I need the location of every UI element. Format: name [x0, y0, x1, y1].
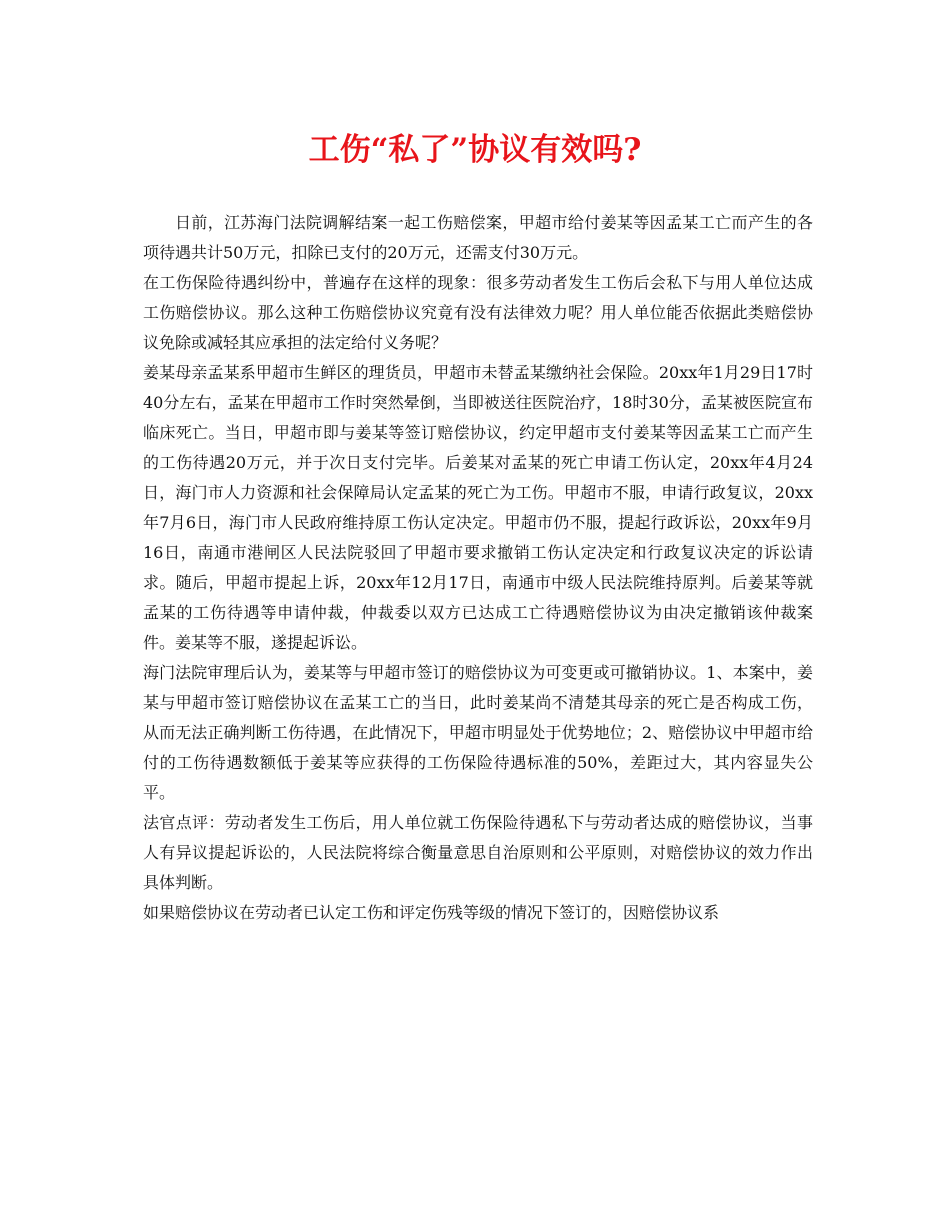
document-body: [143, 208, 813, 928]
paragraph: 日前，江苏海门法院调解结案一起工伤赔偿案，甲超市给付姜某等因孟某工亡而产生的各项待遇共计50万元，扣除已支付的20万元，还需支付30万元。: [143, 213, 813, 262]
paragraph: 在工伤保险待遇纠纷中，普遍存在这样的现象：很多劳动者发生工伤后会私下与用人单位达成工伤赔偿协议。那么这种工伤赔偿协议究竟有没有法律效力呢？用人单位能否依据此类赔偿协议免除或减轻其应承担的法定给付义务呢？: [143, 273, 813, 352]
document-title: 工伤“私了”协议有效吗?: [308, 132, 642, 168]
paragraph: 海门法院审理后认为，姜某等与甲超市签订的赔偿协议为可变更或可撤销协议。1、本案中，姜某与甲超市签订赔偿协议在孟某工亡的当日，此时姜某尚不清楚其母亲的死亡是否构成工伤，从而无法正确判断工伤待遇，在此情况下，甲超市明显处于优势地位；2、赔偿协议中甲超市给付的工伤待遇数额低于姜某等应获得的工伤保险待遇标准的50%，差距过大，其内容显失公平。: [143, 663, 813, 802]
paragraph: 如果赔偿协议在劳动者已认定工伤和评定伤残等级的情况下签订的，因赔偿协议系: [143, 903, 720, 922]
paragraph: 姜某母亲孟某系甲超市生鲜区的理货员，甲超市未替孟某缴纳社会保险。20xx年1月29日17时40分左右，孟某在甲超市工作时突然晕倒，当即被送往医院治疗，18时30分，孟某被医院宣布临床死亡。当日，甲超市即与姜某等签订赔偿协议，约定甲超市支付姜某等因孟某工亡而产生的工伤待遇20万元，并于次日支付完毕。后姜某对孟某的死亡申请工伤认定，20xx年4月24日，海门市人力资源和社会保障局认定孟某的死亡为工伤。甲超市不服，申请行政复议，20xx年7月6日，海门市人民政府维持原工伤认定决定。甲超市仍不服，提起行政诉讼，20xx年9月16日，南通市港闸区人民法院驳回了甲超市要求撤销工伤认定决定和行政复议决定的诉讼请求。随后，甲超市提起上诉，20xx年12月17日，南通市中级人民法院维持原判。后姜某等就孟某的工伤待遇等申请仲裁，仲裁委以双方已达成工亡待遇赔偿协议为由决定撤销该仲裁案件。姜某等不服，遂提起诉讼。: [143, 363, 813, 652]
paragraph: 法官点评：劳动者发生工伤后，用人单位就工伤保险待遇私下与劳动者达成的赔偿协议，当事人有异议提起诉讼的，人民法院将综合衡量意思自治原则和公平原则，对赔偿协议的效力作出具体判断。: [143, 813, 813, 892]
